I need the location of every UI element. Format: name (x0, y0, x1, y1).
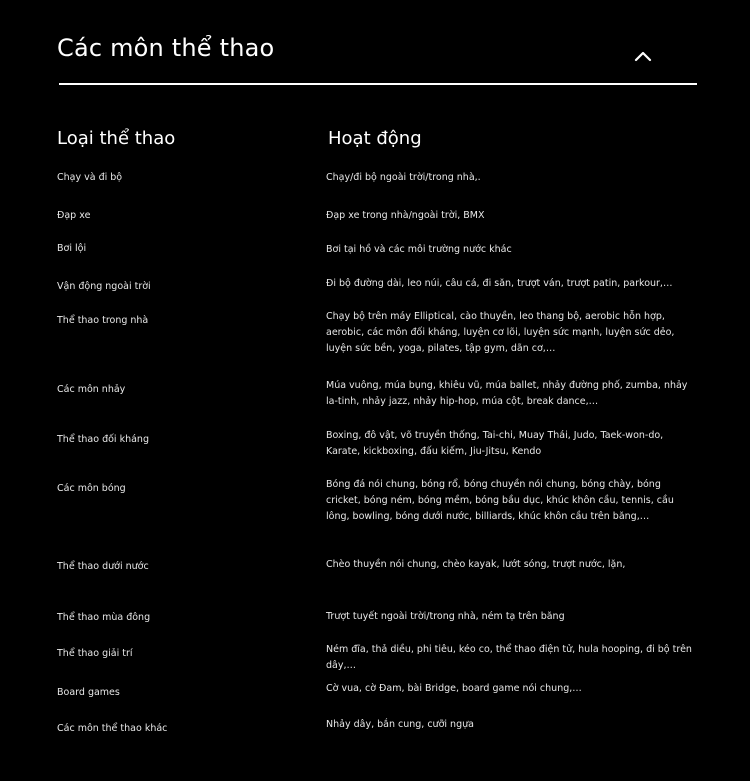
row-activity: Chèo thuyền nói chung, chèo kayak, lướt sóng, trượt nước, lặn, (326, 559, 626, 570)
row-activity: Đạp xe trong nhà/ngoài trời, BMX (326, 210, 485, 221)
row-activity: Múa vuông, múa bụng, khiêu vũ, múa ballet, nhảy đường phố, zumba, nhảy la-tinh, nhảy jazz, nhảy hip-hop, múa cột, break dance,… (326, 380, 688, 407)
row-type: Thể thao giải trí (57, 648, 133, 659)
row-type: Board games (57, 687, 120, 698)
column-header-activity: Hoạt động (328, 128, 422, 149)
row-activity: Chạy bộ trên máy Elliptical, cào thuyền, leo thang bộ, aerobic hỗn hợp, aerobic, các môn đối kháng, luyện cơ lõi, luyện sức mạnh, luyện sức dẻo, luyện sức bền, yoga, pilates, tập gym, dãn cơ,… (326, 311, 675, 354)
row-type: Thể thao đối kháng (57, 434, 149, 445)
row-type: Các môn thể thao khác (57, 723, 168, 734)
section-title: Các môn thể thao (57, 34, 275, 62)
row-activity: Chạy/đi bộ ngoài trời/trong nhà,. (326, 172, 481, 183)
column-header-type: Loại thể thao (57, 128, 176, 149)
row-type: Chạy và đi bộ (57, 172, 123, 183)
row-activity: Bóng đá nói chung, bóng rổ, bóng chuyền nói chung, bóng chày, bóng cricket, bóng ném, bóng mềm, bóng bầu dục, khúc khôn cầu, tennis, cầu lông, bowling, bóng dưới nước, billiards, khúc khôn cầu trên băng,… (326, 479, 674, 522)
collapse-button[interactable] (627, 40, 659, 72)
row-activity: Đi bộ đường dài, leo núi, câu cá, đi săn, trượt ván, trượt patin, parkour,… (326, 278, 673, 289)
row-type: Thể thao trong nhà (57, 315, 149, 326)
row-type: Các môn bóng (57, 483, 126, 494)
row-type: Thể thao dưới nước (57, 561, 149, 572)
row-activity: Cờ vua, cờ Đam, bài Bridge, board game nói chung,… (326, 683, 582, 694)
row-type: Đạp xe (57, 210, 91, 221)
header-divider (59, 83, 697, 85)
row-type: Vận động ngoài trời (57, 281, 151, 292)
chevron-up-icon (634, 50, 652, 62)
row-activity: Bơi tại hồ và các môi trường nước khác (326, 244, 512, 255)
row-activity: Ném đĩa, thả diều, phi tiêu, kéo co, thể thao điện tử, hula hooping, đi bộ trên dây,… (326, 644, 692, 671)
row-type: Bơi lội (57, 243, 87, 254)
row-type: Thể thao mùa đông (57, 612, 151, 623)
row-activity: Nhảy dây, bắn cung, cưỡi ngựa (326, 719, 474, 730)
row-activity: Boxing, đô vật, võ truyền thống, Tai-chi, Muay Thái, Judo, Taek-won-do, Karate, kickboxing, đấu kiếm, Jiu-Jitsu, Kendo (326, 430, 664, 457)
row-type: Các môn nhảy (57, 384, 126, 395)
section-header[interactable] (57, 30, 697, 84)
row-activity: Trượt tuyết ngoài trời/trong nhà, ném tạ trên băng (326, 611, 565, 622)
